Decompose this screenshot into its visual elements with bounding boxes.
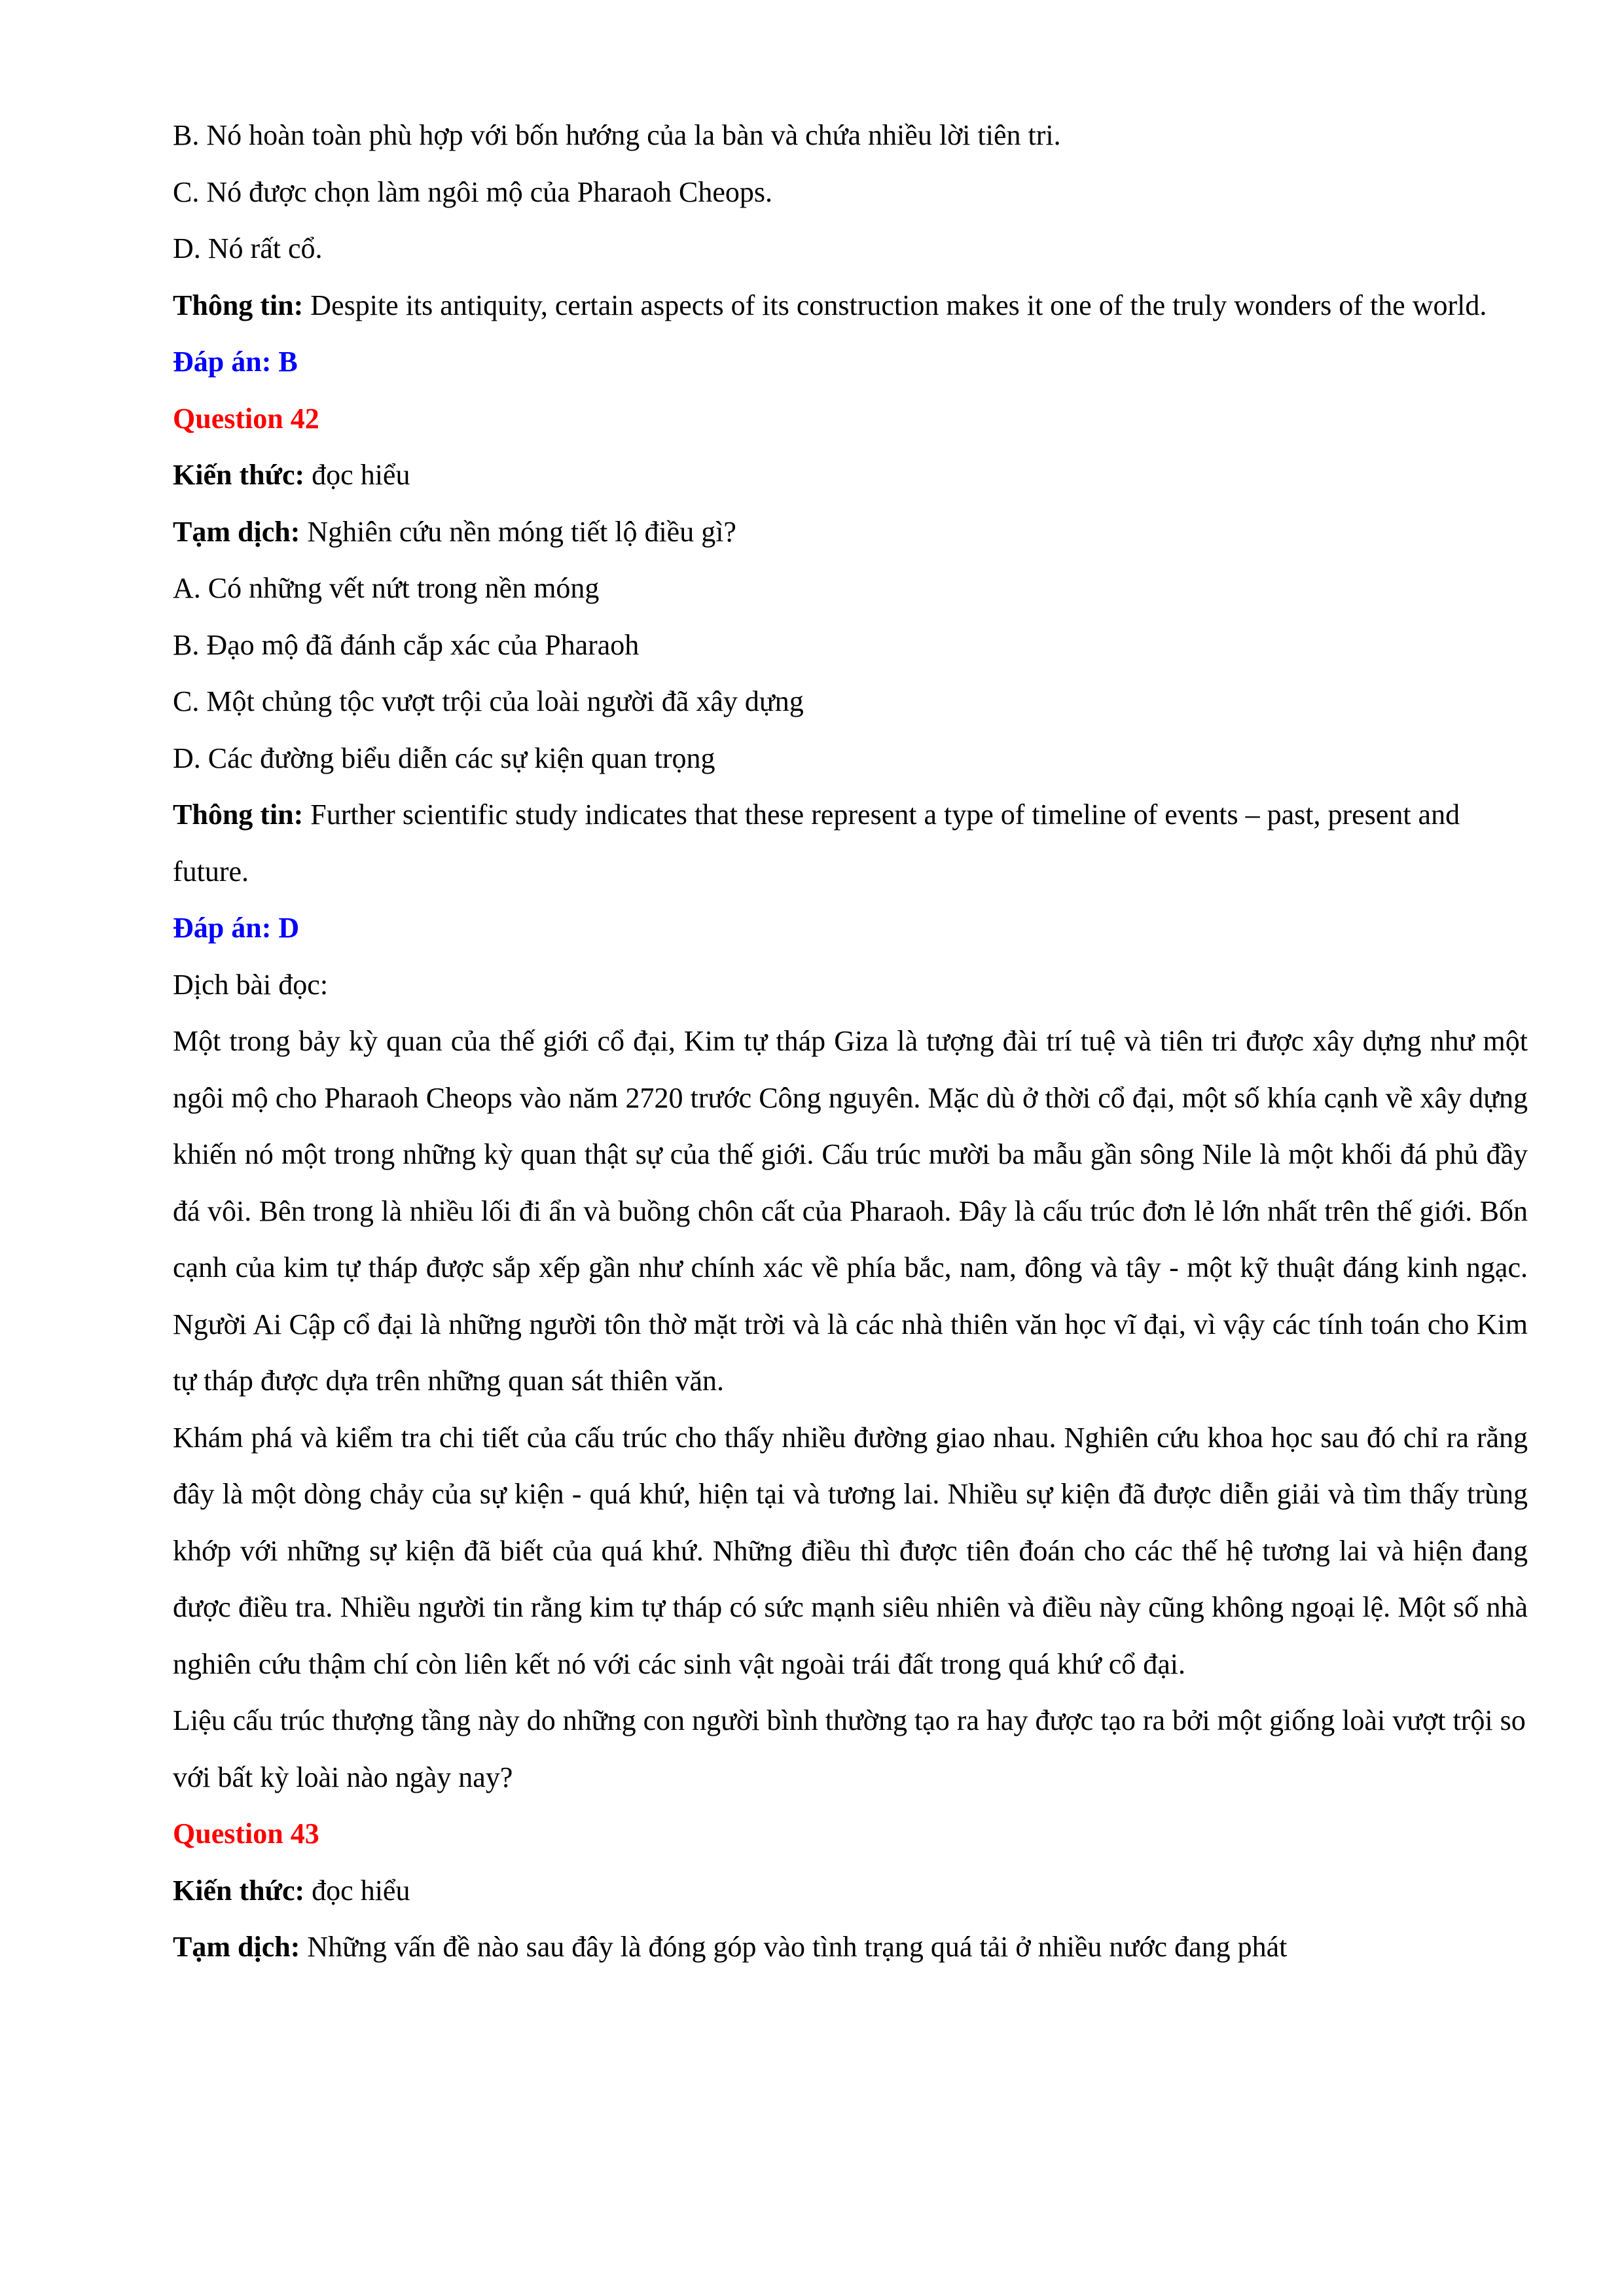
q42-info bbox=[173, 787, 1528, 900]
q43-translation bbox=[173, 1919, 1528, 1976]
q42-info-text: Further scientific study indicates that these represent a type of timeline of events – past, present and future. bbox=[173, 798, 1460, 888]
q41-info-label: Thông tin: bbox=[173, 289, 304, 321]
q41-info bbox=[173, 278, 1528, 334]
q42-option-b: B. Đạo mộ đã đánh cắp xác của Pharaoh bbox=[173, 628, 640, 661]
q42-knowledge-label: Kiến thức: bbox=[173, 459, 305, 491]
q41-answer: Đáp án: B bbox=[173, 346, 298, 378]
q42-translation-label: Tạm dịch: bbox=[173, 515, 300, 548]
document-page bbox=[173, 107, 1528, 1976]
q43-translation-label: Tạm dịch: bbox=[173, 1931, 300, 1963]
reading-paragraph-3: Liệu cấu trúc thượng tầng này do những con người bình thường tạo ra hay được tạo ra bởi một giống loài vượt trội so với bất kỳ loài nào ngày nay? bbox=[173, 1704, 1526, 1793]
q42-info-label: Thông tin: bbox=[173, 798, 304, 831]
q42-option-c: C. Một chủng tộc vượt trội của loài người đã xây dựng bbox=[173, 685, 804, 717]
reading-paragraph-1: Một trong bảy kỳ quan của thế giới cổ đại, Kim tự tháp Giza là tượng đài trí tuệ và tiên tri được xây dựng như một ngôi mộ cho Pharaoh Cheops vào năm 2720 trước Công nguyên. Mặc dù ở thời cổ đại, một số khía cạnh về xây dựng khiến nó một trong những kỳ quan thật sự của thế giới. Cấu trúc mười ba mẫu gần sông Nile là một khối đá phủ đầy đá vôi. Bên trong là nhiều lối đi ẩn và buồng chôn cất của Pharaoh. Đây là cấu trúc đơn lẻ lớn nhất trên thế giới. Bốn cạnh của kim tự tháp được sắp xếp gần như chính xác về phía bắc, nam, đông và tây - một kỹ thuật đáng kinh ngạc. Người Ai Cập cổ đại là những người tôn thờ mặt trời và là các nhà thiên văn học vĩ đại, vì vậy các tính toán cho Kim tự tháp được dựa trên những quan sát thiên văn. bbox=[173, 1025, 1528, 1397]
q42-answer: Đáp án: D bbox=[173, 912, 300, 944]
q42-translation-text: Nghiên cứu nền móng tiết lộ điều gì? bbox=[300, 515, 736, 548]
q43-knowledge bbox=[173, 1863, 1528, 1920]
q41-option-d: D. Nó rất cổ. bbox=[173, 232, 323, 264]
q43-knowledge-label: Kiến thức: bbox=[173, 1874, 305, 1907]
q43-heading: Question 43 bbox=[173, 1818, 319, 1850]
q42-heading: Question 42 bbox=[173, 402, 319, 435]
q42-knowledge-text: đọc hiểu bbox=[304, 459, 410, 491]
q43-knowledge-text: đọc hiểu bbox=[304, 1874, 410, 1907]
q43-translation-text: Những vấn đề nào sau đây là đóng góp vào tình trạng quá tải ở nhiều nước đang phát bbox=[300, 1931, 1288, 1963]
q42-knowledge bbox=[173, 447, 1528, 504]
reading-title: Dịch bài đọc: bbox=[173, 968, 329, 1001]
q42-translation bbox=[173, 504, 1528, 561]
q42-option-a: A. Có những vết nứt trong nền móng bbox=[173, 572, 600, 604]
q41-info-text: Despite its antiquity, certain aspects of its construction makes it one of the truly wonders of the world. bbox=[303, 289, 1487, 321]
q41-option-b: B. Nó hoàn toàn phù hợp với bốn hướng của la bàn và chứa nhiều lời tiên tri. bbox=[173, 119, 1061, 151]
q42-option-d: D. Các đường biểu diễn các sự kiện quan trọng bbox=[173, 742, 715, 774]
reading-paragraph-2: Khám phá và kiểm tra chi tiết của cấu trúc cho thấy nhiều đường giao nhau. Nghiên cứu khoa học sau đó chỉ ra rằng đây là một dòng chảy của sự kiện - quá khứ, hiện tại và tương lai. Nhiều sự kiện đã được diễn giải và tìm thấy trùng khớp với những sự kiện đã biết của quá khứ. Những điều thì được tiên đoán cho các thế hệ tương lai và hiện đang được điều tra. Nhiều người tin rằng kim tự tháp có sức mạnh siêu nhiên và điều này cũng không ngoại lệ. Một số nhà nghiên cứu thậm chí còn liên kết nó với các sinh vật ngoài trái đất trong quá khứ cổ đại. bbox=[173, 1421, 1528, 1680]
q41-option-c: C. Nó được chọn làm ngôi mộ của Pharaoh Cheops. bbox=[173, 175, 772, 208]
